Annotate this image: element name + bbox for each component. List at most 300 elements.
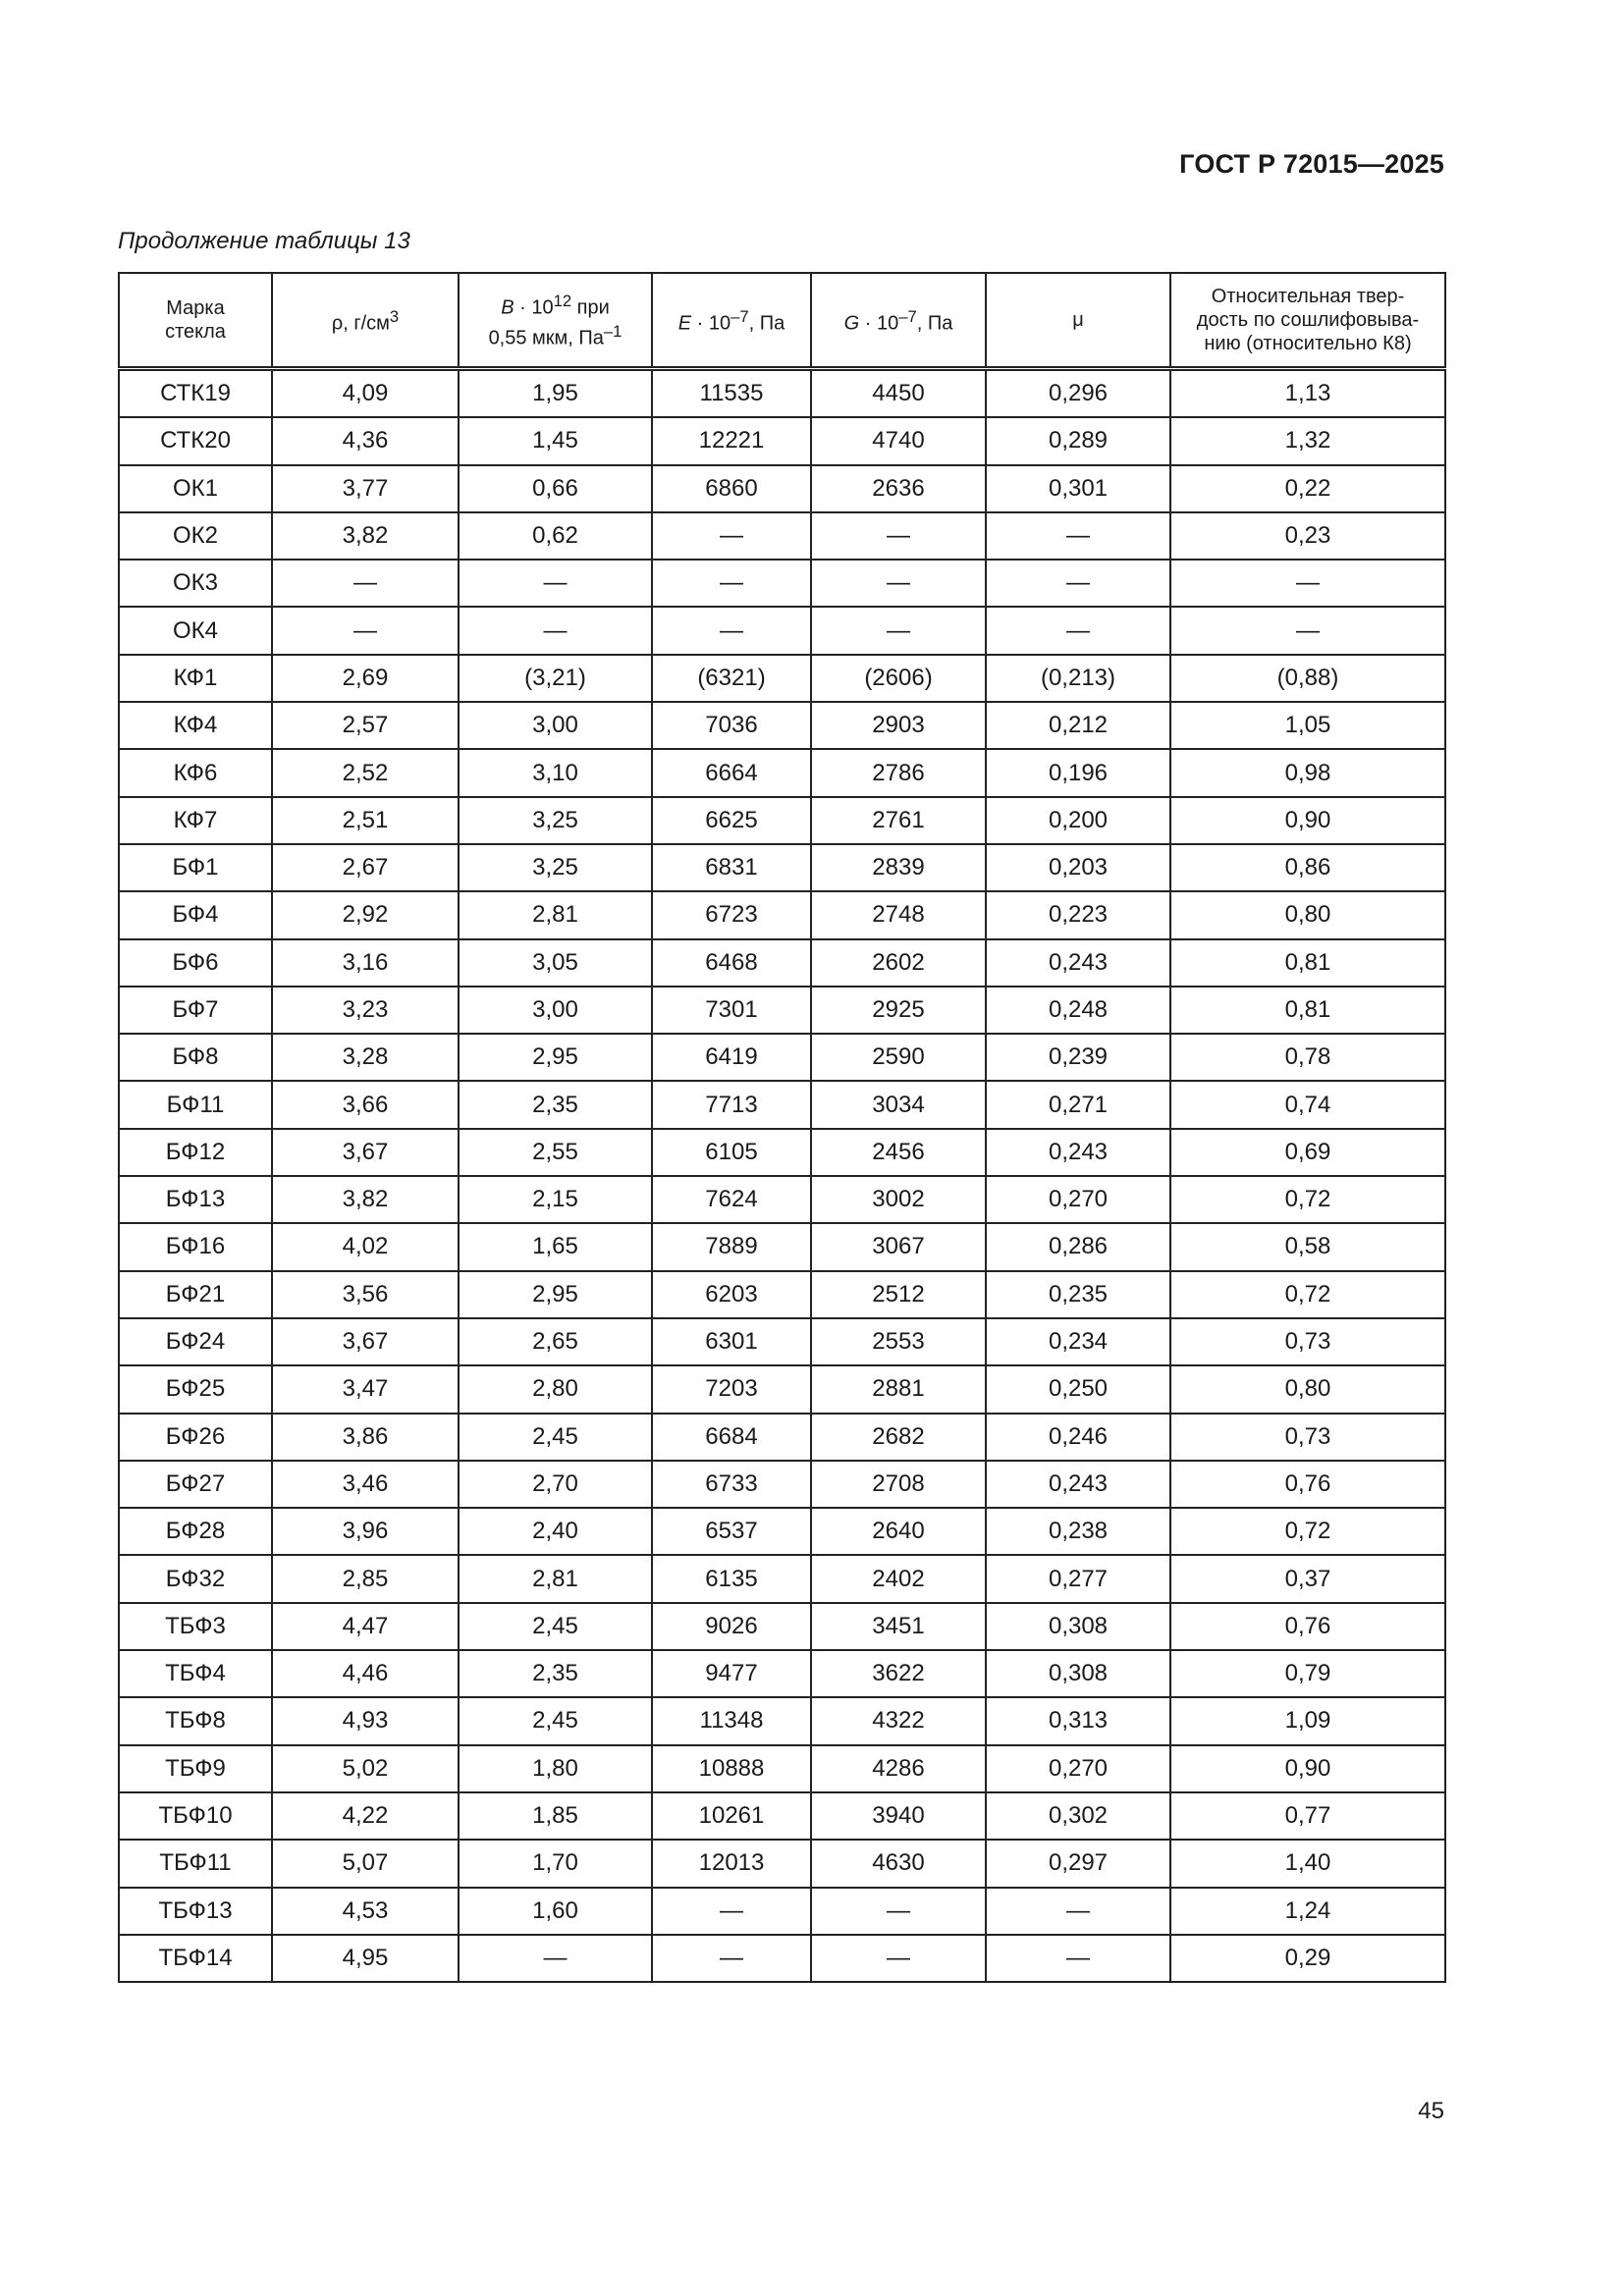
table-row	[119, 702, 1445, 749]
header-relative-hardness	[1170, 273, 1445, 369]
cell-relative-hardness: 0,29	[1170, 1935, 1445, 1982]
table-row	[119, 1888, 1445, 1935]
cell-glass-grade: БФ16	[119, 1223, 272, 1270]
cell-poisson-ratio: 0,239	[986, 1034, 1170, 1081]
cell-photoelastic: 0,62	[459, 512, 652, 560]
cell-relative-hardness: (0,88)	[1170, 655, 1445, 702]
cell-young-modulus: 7301	[652, 987, 811, 1034]
cell-density: 4,22	[272, 1792, 459, 1840]
cell-relative-hardness: 1,32	[1170, 417, 1445, 464]
cell-shear-modulus: —	[811, 512, 986, 560]
cell-glass-grade: БФ7	[119, 987, 272, 1034]
cell-density: 5,07	[272, 1840, 459, 1887]
cell-photoelastic: —	[459, 1935, 652, 1982]
cell-relative-hardness: —	[1170, 607, 1445, 654]
table-row	[119, 749, 1445, 796]
cell-shear-modulus: 2590	[811, 1034, 986, 1081]
cell-relative-hardness: 1,24	[1170, 1888, 1445, 1935]
cell-density: 3,47	[272, 1365, 459, 1413]
table-row	[119, 369, 1445, 418]
table-row	[119, 1935, 1445, 1982]
table-row	[119, 607, 1445, 654]
cell-relative-hardness: 0,23	[1170, 512, 1445, 560]
cell-relative-hardness: 0,81	[1170, 987, 1445, 1034]
cell-glass-grade: ТБФ11	[119, 1840, 272, 1887]
cell-shear-modulus: 4740	[811, 417, 986, 464]
cell-relative-hardness: 0,90	[1170, 797, 1445, 844]
cell-young-modulus: 7624	[652, 1176, 811, 1223]
cell-density: 3,77	[272, 465, 459, 512]
table-row	[119, 1129, 1445, 1176]
cell-relative-hardness: 0,72	[1170, 1508, 1445, 1555]
cell-glass-grade: ТБФ10	[119, 1792, 272, 1840]
cell-shear-modulus: 2636	[811, 465, 986, 512]
table-row	[119, 844, 1445, 891]
cell-glass-grade: БФ4	[119, 891, 272, 938]
cell-relative-hardness: 0,80	[1170, 1365, 1445, 1413]
cell-shear-modulus: 2925	[811, 987, 986, 1034]
cell-photoelastic: 1,65	[459, 1223, 652, 1270]
cell-density: 3,82	[272, 512, 459, 560]
cell-poisson-ratio: —	[986, 560, 1170, 607]
cell-young-modulus: 6723	[652, 891, 811, 938]
table-row	[119, 1697, 1445, 1744]
cell-poisson-ratio: 0,243	[986, 1129, 1170, 1176]
cell-poisson-ratio: 0,286	[986, 1223, 1170, 1270]
cell-glass-grade: ТБФ4	[119, 1650, 272, 1697]
header-glass-grade-line1: Марка	[166, 297, 225, 319]
cell-density: 3,46	[272, 1461, 459, 1508]
cell-glass-grade: БФ6	[119, 939, 272, 987]
cell-glass-grade: ОК1	[119, 465, 272, 512]
cell-photoelastic: 3,25	[459, 797, 652, 844]
table-row	[119, 417, 1445, 464]
table-header-row	[119, 273, 1445, 369]
cell-shear-modulus: —	[811, 1888, 986, 1935]
table-row	[119, 1745, 1445, 1792]
header-young-exp: –7	[731, 306, 749, 326]
cell-density: 4,02	[272, 1223, 459, 1270]
cell-photoelastic: 1,80	[459, 1745, 652, 1792]
table-row	[119, 1365, 1445, 1413]
cell-photoelastic: 1,60	[459, 1888, 652, 1935]
cell-density: 2,69	[272, 655, 459, 702]
cell-density: 3,23	[272, 987, 459, 1034]
cell-young-modulus: 6831	[652, 844, 811, 891]
cell-shear-modulus: 4630	[811, 1840, 986, 1887]
cell-density: 3,16	[272, 939, 459, 987]
header-young-unit: , Па	[748, 312, 785, 335]
cell-relative-hardness: 0,73	[1170, 1414, 1445, 1461]
header-photoelastic-line2-text: 0,55 мкм, Па	[488, 327, 604, 349]
header-photoelastic-exp: 12	[553, 292, 572, 311]
cell-photoelastic: 2,45	[459, 1603, 652, 1650]
cell-shear-modulus: 2748	[811, 891, 986, 938]
table-row	[119, 987, 1445, 1034]
cell-density: 2,57	[272, 702, 459, 749]
cell-photoelastic: —	[459, 607, 652, 654]
cell-density: 2,85	[272, 1555, 459, 1602]
header-shear-mult: · 10	[859, 312, 899, 335]
cell-young-modulus: 12013	[652, 1840, 811, 1887]
cell-young-modulus: 12221	[652, 417, 811, 464]
header-photoelastic-line2	[463, 320, 647, 350]
cell-glass-grade: КФ7	[119, 797, 272, 844]
cell-glass-grade: БФ24	[119, 1318, 272, 1365]
cell-density: 3,86	[272, 1414, 459, 1461]
cell-young-modulus: 10888	[652, 1745, 811, 1792]
cell-poisson-ratio: 0,248	[986, 987, 1170, 1034]
cell-glass-grade: БФ26	[119, 1414, 272, 1461]
table-row	[119, 1650, 1445, 1697]
cell-poisson-ratio: 0,296	[986, 369, 1170, 418]
cell-young-modulus: —	[652, 512, 811, 560]
cell-relative-hardness: 0,79	[1170, 1650, 1445, 1697]
cell-poisson-ratio: 0,289	[986, 417, 1170, 464]
cell-young-modulus: 6203	[652, 1271, 811, 1318]
cell-relative-hardness: 1,09	[1170, 1697, 1445, 1744]
table-row	[119, 1271, 1445, 1318]
cell-density: 2,51	[272, 797, 459, 844]
table-row	[119, 512, 1445, 560]
header-glass-grade	[119, 273, 272, 369]
header-density-symbol: ρ	[331, 312, 344, 335]
cell-poisson-ratio: 0,313	[986, 1697, 1170, 1744]
header-hardness-line1: Относительная твер-	[1211, 286, 1405, 307]
cell-photoelastic: 2,45	[459, 1414, 652, 1461]
table-row	[119, 465, 1445, 512]
header-photoelastic-tail: при	[571, 297, 610, 319]
cell-poisson-ratio: 0,302	[986, 1792, 1170, 1840]
cell-young-modulus: 7889	[652, 1223, 811, 1270]
cell-young-modulus: 7036	[652, 702, 811, 749]
cell-shear-modulus: 2708	[811, 1461, 986, 1508]
cell-young-modulus: 6664	[652, 749, 811, 796]
header-photoelastic-mult: · 10	[514, 297, 554, 319]
cell-relative-hardness: 0,73	[1170, 1318, 1445, 1365]
cell-density: 4,47	[272, 1603, 459, 1650]
table-row	[119, 1840, 1445, 1887]
cell-photoelastic: 1,70	[459, 1840, 652, 1887]
cell-density: 2,67	[272, 844, 459, 891]
cell-poisson-ratio: 0,301	[986, 465, 1170, 512]
table-row	[119, 1318, 1445, 1365]
header-shear-symbol: G	[843, 312, 860, 335]
cell-poisson-ratio: 0,277	[986, 1555, 1170, 1602]
cell-shear-modulus: 2761	[811, 797, 986, 844]
cell-photoelastic: 2,65	[459, 1318, 652, 1365]
cell-young-modulus: 6301	[652, 1318, 811, 1365]
cell-glass-grade: БФ21	[119, 1271, 272, 1318]
cell-poisson-ratio: 0,308	[986, 1650, 1170, 1697]
cell-relative-hardness: 0,80	[1170, 891, 1445, 938]
cell-glass-grade: СТК19	[119, 369, 272, 418]
cell-relative-hardness: 0,69	[1170, 1129, 1445, 1176]
cell-shear-modulus: 3067	[811, 1223, 986, 1270]
table-row	[119, 1223, 1445, 1270]
cell-young-modulus: 9026	[652, 1603, 811, 1650]
cell-photoelastic: 3,00	[459, 702, 652, 749]
cell-photoelastic: —	[459, 560, 652, 607]
cell-poisson-ratio: (0,213)	[986, 655, 1170, 702]
header-poisson-ratio: μ	[986, 273, 1170, 369]
cell-relative-hardness: 1,13	[1170, 369, 1445, 418]
cell-glass-grade: СТК20	[119, 417, 272, 464]
cell-density: 3,66	[272, 1081, 459, 1128]
header-density-unit: , г/см	[343, 312, 390, 335]
cell-shear-modulus: 4322	[811, 1697, 986, 1744]
cell-poisson-ratio: 0,200	[986, 797, 1170, 844]
page-number: 45	[1418, 2098, 1444, 2124]
cell-density: 4,36	[272, 417, 459, 464]
cell-poisson-ratio: 0,250	[986, 1365, 1170, 1413]
cell-relative-hardness: 0,86	[1170, 844, 1445, 891]
cell-density: 3,28	[272, 1034, 459, 1081]
cell-young-modulus: —	[652, 1888, 811, 1935]
cell-young-modulus: —	[652, 607, 811, 654]
cell-density: 3,67	[272, 1129, 459, 1176]
table-row	[119, 891, 1445, 938]
cell-shear-modulus: 3940	[811, 1792, 986, 1840]
table-row	[119, 1176, 1445, 1223]
cell-poisson-ratio: 0,223	[986, 891, 1170, 938]
table-row	[119, 1081, 1445, 1128]
cell-young-modulus: 6625	[652, 797, 811, 844]
header-young-symbol: E	[677, 312, 692, 335]
header-shear-modulus	[811, 273, 986, 369]
cell-shear-modulus: 3002	[811, 1176, 986, 1223]
cell-poisson-ratio: —	[986, 1888, 1170, 1935]
cell-photoelastic: 3,00	[459, 987, 652, 1034]
cell-shear-modulus: 2602	[811, 939, 986, 987]
cell-photoelastic: 2,81	[459, 1555, 652, 1602]
cell-photoelastic: 2,95	[459, 1034, 652, 1081]
cell-density: 3,82	[272, 1176, 459, 1223]
table-body	[119, 369, 1445, 1983]
cell-glass-grade: ТБФ3	[119, 1603, 272, 1650]
cell-relative-hardness: 0,72	[1170, 1271, 1445, 1318]
cell-density: 2,52	[272, 749, 459, 796]
cell-young-modulus: 10261	[652, 1792, 811, 1840]
table-row	[119, 797, 1445, 844]
header-photoelastic-line2-exp: –1	[603, 322, 623, 341]
cell-glass-grade: БФ13	[119, 1176, 272, 1223]
cell-young-modulus: —	[652, 560, 811, 607]
document-code: ГОСТ Р 72015—2025	[1179, 149, 1444, 179]
cell-relative-hardness: 0,98	[1170, 749, 1445, 796]
cell-relative-hardness: 0,58	[1170, 1223, 1445, 1270]
cell-young-modulus: 7713	[652, 1081, 811, 1128]
cell-photoelastic: 1,45	[459, 417, 652, 464]
table-row	[119, 1034, 1445, 1081]
cell-photoelastic: 2,15	[459, 1176, 652, 1223]
cell-glass-grade: ТБФ13	[119, 1888, 272, 1935]
cell-relative-hardness: 0,22	[1170, 465, 1445, 512]
cell-glass-grade: БФ28	[119, 1508, 272, 1555]
glass-properties-table	[118, 272, 1446, 1983]
cell-relative-hardness: 0,78	[1170, 1034, 1445, 1081]
cell-poisson-ratio: 0,203	[986, 844, 1170, 891]
cell-glass-grade: БФ32	[119, 1555, 272, 1602]
cell-photoelastic: 2,95	[459, 1271, 652, 1318]
header-density	[272, 273, 459, 369]
cell-density: 4,53	[272, 1888, 459, 1935]
table-row	[119, 939, 1445, 987]
cell-young-modulus: 6860	[652, 465, 811, 512]
cell-shear-modulus: 3451	[811, 1603, 986, 1650]
cell-glass-grade: ОК3	[119, 560, 272, 607]
cell-density: 4,95	[272, 1935, 459, 1982]
cell-shear-modulus: 2786	[811, 749, 986, 796]
table-row	[119, 1508, 1445, 1555]
cell-poisson-ratio: 0,271	[986, 1081, 1170, 1128]
cell-photoelastic: 2,81	[459, 891, 652, 938]
cell-poisson-ratio: 0,308	[986, 1603, 1170, 1650]
table-caption: Продолжение таблицы 13	[118, 228, 410, 254]
cell-relative-hardness: 0,72	[1170, 1176, 1445, 1223]
cell-shear-modulus: —	[811, 560, 986, 607]
cell-density: 4,93	[272, 1697, 459, 1744]
table-row	[119, 560, 1445, 607]
cell-shear-modulus: 2881	[811, 1365, 986, 1413]
cell-poisson-ratio: 0,297	[986, 1840, 1170, 1887]
cell-shear-modulus: 2553	[811, 1318, 986, 1365]
cell-poisson-ratio: 0,234	[986, 1318, 1170, 1365]
cell-photoelastic: 2,55	[459, 1129, 652, 1176]
cell-density: 5,02	[272, 1745, 459, 1792]
cell-shear-modulus: 2512	[811, 1271, 986, 1318]
cell-photoelastic: 1,85	[459, 1792, 652, 1840]
cell-density: 4,46	[272, 1650, 459, 1697]
cell-photoelastic: 3,25	[459, 844, 652, 891]
cell-shear-modulus: 3622	[811, 1650, 986, 1697]
cell-glass-grade: БФ27	[119, 1461, 272, 1508]
header-photoelastic-symbol: B	[501, 297, 514, 319]
cell-density: 2,92	[272, 891, 459, 938]
cell-poisson-ratio: 0,212	[986, 702, 1170, 749]
header-young-modulus	[652, 273, 811, 369]
table-row	[119, 1461, 1445, 1508]
table-row	[119, 1603, 1445, 1650]
cell-relative-hardness: 1,40	[1170, 1840, 1445, 1887]
cell-relative-hardness: 0,74	[1170, 1081, 1445, 1128]
cell-relative-hardness: 0,81	[1170, 939, 1445, 987]
cell-young-modulus: 6468	[652, 939, 811, 987]
cell-glass-grade: ТБФ8	[119, 1697, 272, 1744]
cell-photoelastic: 0,66	[459, 465, 652, 512]
cell-photoelastic: 2,40	[459, 1508, 652, 1555]
cell-poisson-ratio: 0,270	[986, 1176, 1170, 1223]
cell-photoelastic: 2,45	[459, 1697, 652, 1744]
cell-young-modulus: 6537	[652, 1508, 811, 1555]
cell-shear-modulus: 2640	[811, 1508, 986, 1555]
cell-glass-grade: БФ11	[119, 1081, 272, 1128]
cell-glass-grade: КФ4	[119, 702, 272, 749]
cell-glass-grade: БФ25	[119, 1365, 272, 1413]
cell-glass-grade: ОК4	[119, 607, 272, 654]
cell-relative-hardness: 0,90	[1170, 1745, 1445, 1792]
cell-poisson-ratio: 0,246	[986, 1414, 1170, 1461]
cell-young-modulus: 9477	[652, 1650, 811, 1697]
table-row	[119, 655, 1445, 702]
header-shear-exp: –7	[898, 306, 917, 326]
cell-young-modulus: 6135	[652, 1555, 811, 1602]
cell-shear-modulus: 4286	[811, 1745, 986, 1792]
cell-young-modulus: 6684	[652, 1414, 811, 1461]
cell-density: 3,56	[272, 1271, 459, 1318]
cell-photoelastic: 1,95	[459, 369, 652, 418]
cell-shear-modulus: 2456	[811, 1129, 986, 1176]
cell-young-modulus: 6105	[652, 1129, 811, 1176]
header-shear-unit: , Па	[916, 312, 953, 335]
cell-shear-modulus: —	[811, 607, 986, 654]
cell-young-modulus: 6419	[652, 1034, 811, 1081]
cell-poisson-ratio: —	[986, 607, 1170, 654]
cell-glass-grade: ТБФ9	[119, 1745, 272, 1792]
header-hardness-line3: нию (относительно К8)	[1204, 333, 1412, 354]
header-photoelastic-line1	[463, 290, 647, 320]
cell-density: —	[272, 607, 459, 654]
cell-glass-grade: КФ6	[119, 749, 272, 796]
cell-density: —	[272, 560, 459, 607]
cell-glass-grade: БФ1	[119, 844, 272, 891]
cell-glass-grade: КФ1	[119, 655, 272, 702]
cell-glass-grade: БФ12	[119, 1129, 272, 1176]
table-row	[119, 1414, 1445, 1461]
cell-poisson-ratio: 0,238	[986, 1508, 1170, 1555]
cell-glass-grade: БФ8	[119, 1034, 272, 1081]
cell-relative-hardness: 1,05	[1170, 702, 1445, 749]
cell-shear-modulus: 4450	[811, 369, 986, 418]
cell-photoelastic: 3,10	[459, 749, 652, 796]
cell-poisson-ratio: —	[986, 512, 1170, 560]
cell-glass-grade: ТБФ14	[119, 1935, 272, 1982]
cell-density: 3,96	[272, 1508, 459, 1555]
cell-relative-hardness: 0,76	[1170, 1461, 1445, 1508]
cell-poisson-ratio: 0,270	[986, 1745, 1170, 1792]
cell-photoelastic: (3,21)	[459, 655, 652, 702]
cell-young-modulus: 7203	[652, 1365, 811, 1413]
cell-young-modulus: 6733	[652, 1461, 811, 1508]
cell-poisson-ratio: —	[986, 1935, 1170, 1982]
cell-photoelastic: 2,35	[459, 1081, 652, 1128]
cell-poisson-ratio: 0,196	[986, 749, 1170, 796]
cell-shear-modulus: 2402	[811, 1555, 986, 1602]
cell-young-modulus: 11348	[652, 1697, 811, 1744]
cell-relative-hardness: 0,77	[1170, 1792, 1445, 1840]
table-row	[119, 1555, 1445, 1602]
cell-young-modulus: (6321)	[652, 655, 811, 702]
header-density-exp: 3	[389, 306, 400, 326]
cell-poisson-ratio: 0,243	[986, 939, 1170, 987]
cell-relative-hardness: 0,37	[1170, 1555, 1445, 1602]
cell-relative-hardness: —	[1170, 560, 1445, 607]
header-hardness-line2: дость по сошлифовыва-	[1196, 309, 1420, 331]
cell-shear-modulus: —	[811, 1935, 986, 1982]
cell-photoelastic: 2,80	[459, 1365, 652, 1413]
cell-shear-modulus: 3034	[811, 1081, 986, 1128]
cell-young-modulus: —	[652, 1935, 811, 1982]
header-young-mult: · 10	[691, 312, 731, 335]
cell-density: 3,67	[272, 1318, 459, 1365]
cell-poisson-ratio: 0,243	[986, 1461, 1170, 1508]
cell-shear-modulus: 2839	[811, 844, 986, 891]
cell-relative-hardness: 0,76	[1170, 1603, 1445, 1650]
cell-poisson-ratio: 0,235	[986, 1271, 1170, 1318]
header-glass-grade-line2: стекла	[165, 321, 226, 343]
table-row	[119, 1792, 1445, 1840]
cell-photoelastic: 3,05	[459, 939, 652, 987]
